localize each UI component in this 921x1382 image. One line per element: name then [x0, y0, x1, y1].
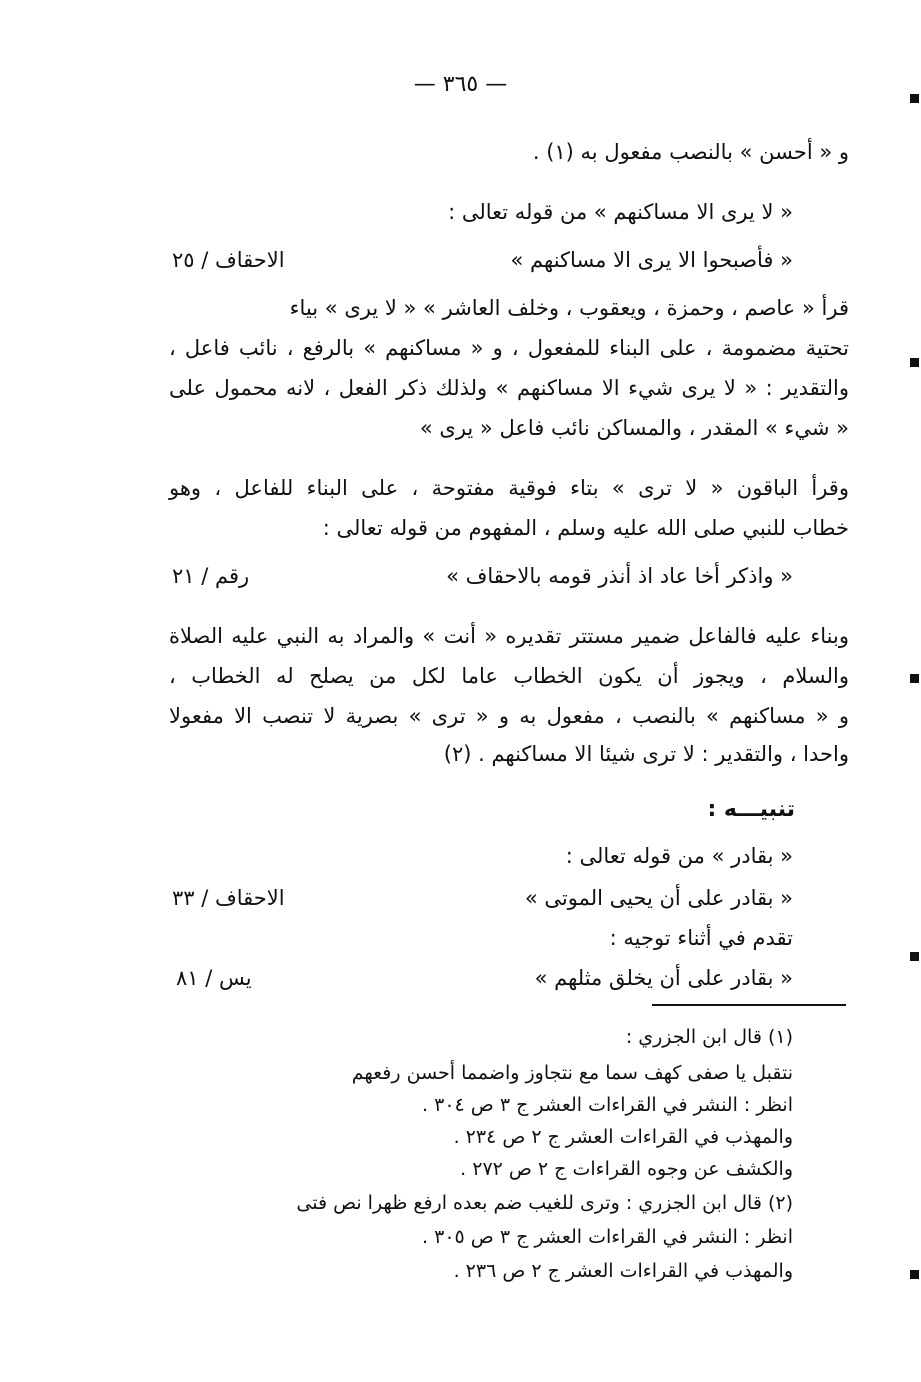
- scan-margin-mark: [910, 952, 919, 961]
- footnote-separator: [652, 1004, 846, 1006]
- verse-line-3: « بقادر على أن يحيى الموتى »: [524, 886, 793, 910]
- footnote-1-title: (١) قال ابن الجزري :: [625, 1026, 793, 1048]
- scan-margin-mark: [910, 674, 919, 683]
- footnote-1-verse: نتقبل يا صفى كهف سما مع نتجاوز واضمما أحسن رفعهم: [351, 1062, 793, 1084]
- footnote-1-source-1: انظر : النشر في القراءات العشر ج ٣ ص ٣٠٤ .: [422, 1094, 793, 1116]
- paragraph-line-8: والسلام ، ويجوز أن يكون الخطاب عاما لكل من يصلح له الخطاب ،: [169, 664, 849, 688]
- verse-line-2: « واذكر أخا عاد اذ أنذر قومه بالاحقاف »: [446, 564, 793, 588]
- verse-line-1: « فأصبحوا الا يرى الا مساكنهم »: [510, 248, 793, 272]
- paragraph-line-10: واحدا ، والتقدير : لا ترى شيئا الا مساكنهم . (٢): [443, 742, 849, 766]
- paragraph-line-9: و « مساكنهم » بالنصب ، مفعول به و « ترى » بصرية لا تنصب الا مفعولا: [169, 704, 849, 728]
- text-line-2: تقدم في أثناء توجيه :: [609, 926, 793, 950]
- verse-reference-2: رقم / ٢١: [172, 564, 250, 588]
- paragraph-line-5: وقرأ الباقون « لا ترى » بتاء فوقية مفتوحة ، على البناء للفاعل ، وهو: [169, 476, 849, 500]
- footnote-2-source-1: انظر : النشر في القراءات العشر ج ٣ ص ٣٠٥ .: [422, 1226, 793, 1248]
- verse-reference-4: يس / ٨١: [176, 966, 252, 990]
- quote-line-1: « لا يرى الا مساكنهم » من قوله تعالى :: [448, 200, 793, 224]
- footnote-2-title: (٢) قال ابن الجزري : وترى للغيب ضم بعده ارفع ظهرا نص فتى: [296, 1192, 793, 1214]
- scan-margin-mark: [910, 358, 919, 367]
- verse-line-4: « بقادر على أن يخلق مثلهم »: [534, 966, 793, 990]
- paragraph-line-3: والتقدير : « لا يرى شيء الا مساكنهم » ولذلك ذكر الفعل ، لانه محمول على: [169, 376, 849, 400]
- quote-line-2: « بقادر » من قوله تعالى :: [565, 844, 793, 868]
- paragraph-line-2: تحتية مضمومة ، على البناء للمفعول ، و « مساكنهم » بالرفع ، نائب فاعل ،: [169, 336, 849, 360]
- paragraph-line-4: « شيء » المقدر ، والمساكن نائب فاعل « يرى »: [419, 416, 849, 440]
- paragraph-line-6: خطاب للنبي صلى الله عليه وسلم ، المفهوم من قوله تعالى :: [322, 516, 849, 540]
- paragraph-line-1: قرأ « عاصم ، وحمزة ، ويعقوب ، وخلف العاشر » « لا يرى » بياء: [289, 296, 849, 320]
- footnote-2-source-2: والمهذب في القراءات العشر ج ٢ ص ٢٣٦ .: [453, 1260, 793, 1282]
- text-line-1: و « أحسن » بالنصب مفعول به (١) .: [532, 140, 849, 164]
- verse-reference-1: الاحقاف / ٢٥: [172, 248, 285, 272]
- section-heading: تنبيـــه :: [707, 797, 795, 822]
- paragraph-line-7: وبناء عليه فالفاعل ضمير مستتر تقديره « أنت » والمراد به النبي عليه الصلاة: [169, 624, 849, 648]
- scan-margin-mark: [910, 94, 919, 103]
- footnote-1-source-2: والمهذب في القراءات العشر ج ٢ ص ٢٣٤ .: [453, 1126, 793, 1148]
- scan-margin-mark: [910, 1270, 919, 1279]
- verse-reference-3: الاحقاف / ٣٣: [172, 886, 285, 910]
- footnote-1-source-3: والكشف عن وجوه القراءات ج ٢ ص ٢٧٢ .: [460, 1158, 793, 1180]
- page-number: — ٣٦٥ —: [413, 72, 508, 97]
